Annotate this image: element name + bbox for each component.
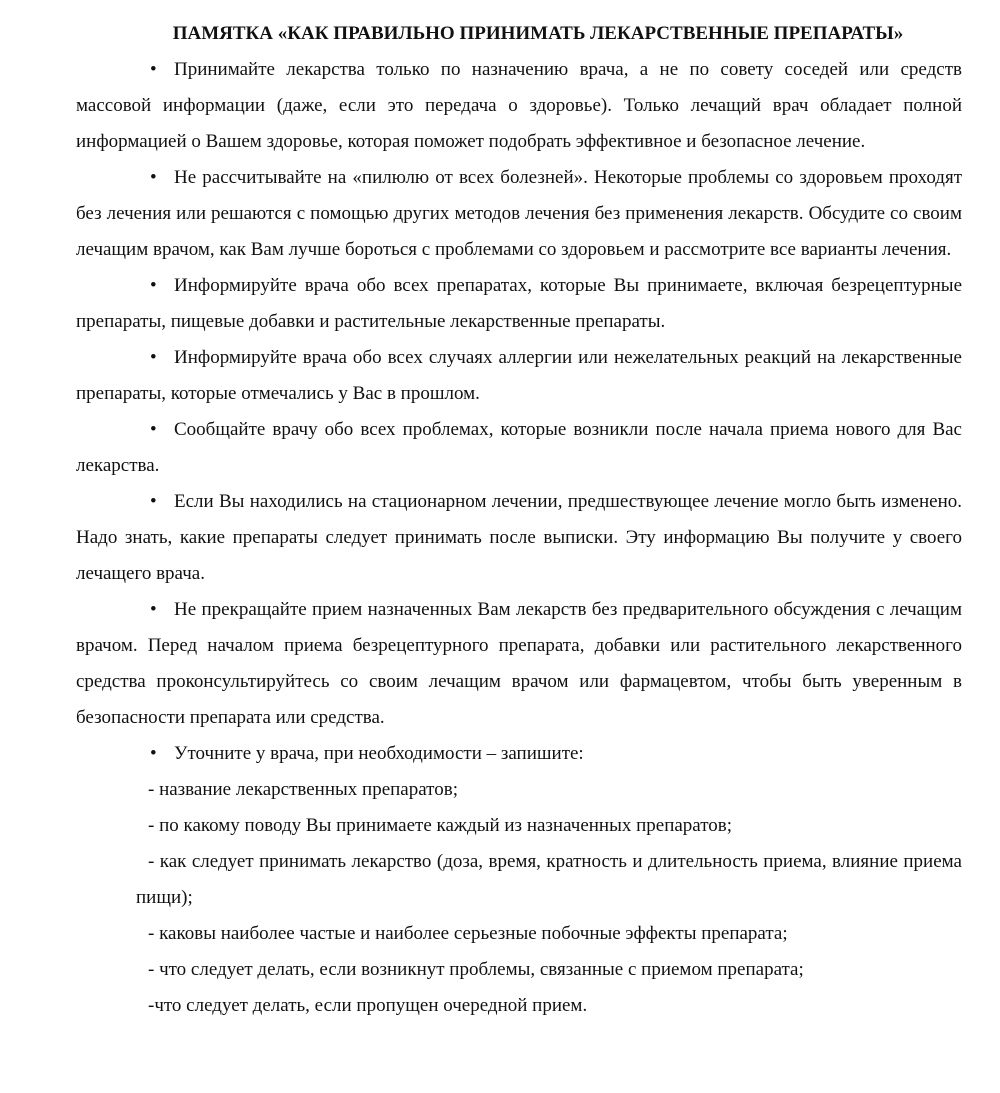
paragraph-4 (76, 340, 962, 412)
paragraph-text: Не прекращайте прием назначенных Вам лекарств без предварительного обсуждения с лечащим врачом. Перед началом приема безрецептурного препарата, добавки или растительного лекарственного средства проконсультируйтесь со своим лечащим врачом или фармацевтом, чтобы быть уверенным в безопасности препарата или средства. (76, 599, 962, 728)
document-title: ПАМЯТКА «КАК ПРАВИЛЬНО ПРИНИМАТЬ ЛЕКАРСТВЕННЫЕ ПРЕПАРАТЫ» (172, 23, 904, 44)
paragraph-1 (76, 52, 962, 160)
bullet-icon: • (150, 599, 157, 620)
paragraph-text: Если Вы находились на стационарном лечении, предшествующее лечение могло быть изменено. Надо знать, какие препараты следует принимать после выписки. Эту информацию Вы получите у своего лечащего врача. (76, 491, 962, 584)
paragraph-text: Уточните у врача, при необходимости – запишите: (174, 743, 584, 764)
paragraph-text: Не рассчитывайте на «пилюлю от всех болезней». Некоторые проблемы со здоровьем проходят без лечения или решаются с помощью других методов лечения без применения лекарств. Обсудите со своим лечащим врачом, как Вам лучше бороться с проблемами со здоровьем и рассмотрите все варианты лечения. (76, 167, 962, 260)
paragraph-text: Сообщайте врачу обо всех проблемах, которые возникли после начала приема нового для Вас лекарства. (76, 419, 962, 476)
paragraph-5 (76, 412, 962, 484)
sub-item: - по какому поводу Вы принимаете каждый из назначенных препаратов; (148, 815, 733, 836)
paragraph-text: Принимайте лекарства только по назначению врача, а не по совету соседей или средств массовой информации (даже, если это передача о здоровье). Только лечащий врач обладает полной информацией о Вашем здоровье, которая поможет подобрать эффективное и безопасное лечение. (76, 59, 962, 152)
sub-item: - каковы наиболее частые и наиболее серьезные побочные эффекты препарата; (148, 923, 788, 944)
paragraph-2 (76, 160, 962, 268)
paragraph-8 (76, 736, 962, 772)
bullet-icon: • (150, 167, 157, 188)
paragraph-3 (76, 268, 962, 340)
bullet-icon: • (150, 419, 157, 440)
paragraph-text: Информируйте врача обо всех препаратах, которые Вы принимаете, включая безрецептурные препараты, пищевые добавки и растительные лекарственные препараты. (76, 275, 962, 332)
sub-item: - что следует делать, если возникнут проблемы, связанные с приемом препарата; (148, 959, 804, 980)
paragraph-7 (76, 592, 962, 736)
sub-item: -что следует делать, если пропущен очередной прием. (148, 995, 588, 1016)
bullet-icon: • (150, 347, 157, 368)
bullet-icon: • (150, 275, 157, 296)
sub-item: - как следует принимать лекарство (доза, время, кратность и длительность приема, влияние приема пищи); (136, 851, 962, 908)
bullet-icon: • (150, 491, 157, 512)
paragraph-text: Информируйте врача обо всех случаях аллергии или нежелательных реакций на лекарственные препараты, которые отмечались у Вас в прошлом. (76, 347, 962, 404)
bullet-icon: • (150, 743, 157, 764)
sub-item: - название лекарственных препаратов; (148, 779, 458, 800)
paragraph-6 (76, 484, 962, 592)
bullet-icon: • (150, 59, 157, 80)
